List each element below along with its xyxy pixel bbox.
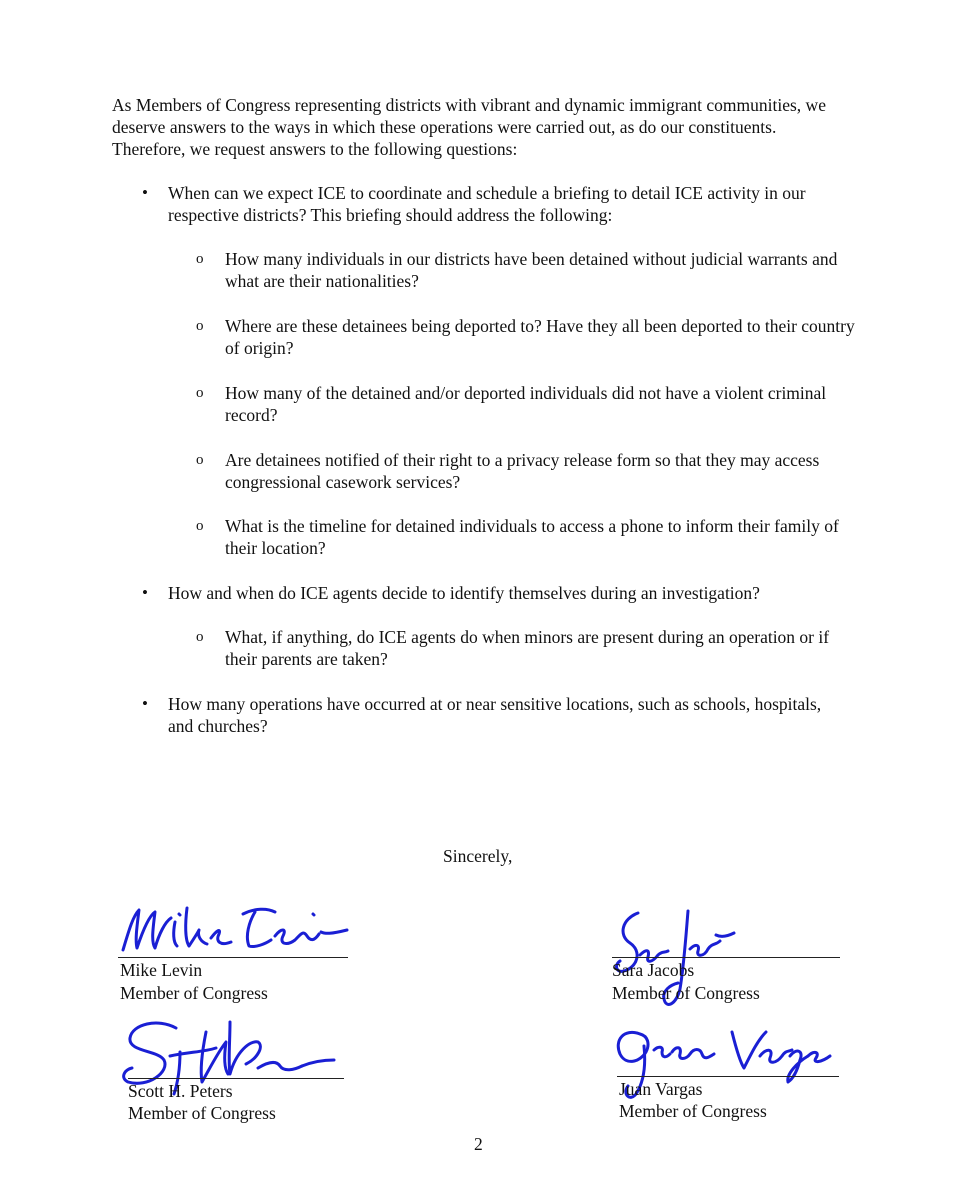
signatory-name: Mike Levin	[120, 960, 203, 980]
question-item	[142, 182, 848, 226]
sub-bullet-marker: o	[196, 251, 204, 267]
signatory-name: Juan Vargas	[619, 1079, 703, 1099]
question-text: When can we expect ICE to coordinate and schedule a briefing to detail ICE activity in our respective districts? This briefing should address the following:	[168, 183, 806, 225]
signatory-title: Member of Congress	[120, 983, 268, 1003]
question-item	[142, 582, 848, 604]
intro-paragraph: As Members of Congress representing districts with vibrant and dynamic immigrant communities, we deserve answers to the ways in which these operations were carried out, as do our constituents. Therefore, we request answers to the following questions:	[112, 95, 826, 159]
sub-question-text: Where are these detainees being deported to? Have they all been deported to their country of origin?	[225, 316, 855, 358]
sub-question-text: What is the timeline for detained individuals to access a phone to inform their family of their location?	[225, 516, 839, 558]
signatory-name: Sara Jacobs	[612, 960, 695, 980]
question-item	[142, 693, 848, 737]
sub-question-text: Are detainees notified of their right to a privacy release form so that they may access congressional casework services?	[225, 450, 820, 492]
sub-question-item	[196, 626, 855, 670]
signatory-name: Scott H. Peters	[128, 1081, 233, 1101]
signatory-title: Member of Congress	[619, 1101, 767, 1121]
sub-question-text: How many individuals in our districts have been detained without judicial warrants and what are their nationalities?	[225, 249, 838, 291]
sub-bullet-marker: o	[196, 518, 204, 534]
sub-bullet-marker: o	[196, 452, 204, 468]
sub-question-text: What, if anything, do ICE agents do when minors are present during an operation or if their parents are taken?	[225, 627, 830, 669]
sub-bullet-marker: o	[196, 385, 204, 401]
sub-question-item	[196, 382, 855, 426]
signature-line	[118, 957, 348, 958]
signatory-title: Member of Congress	[612, 983, 760, 1003]
closing-salutation: Sincerely,	[443, 846, 513, 866]
signature-line	[617, 1076, 839, 1077]
sub-question-item	[196, 248, 855, 292]
sub-question-item	[196, 449, 855, 493]
question-text: How and when do ICE agents decide to identify themselves during an investigation?	[168, 583, 760, 603]
bullet-marker: •	[142, 183, 148, 202]
sub-question-item	[196, 515, 855, 559]
sub-bullet-marker: o	[196, 629, 204, 645]
page-number: 2	[474, 1134, 483, 1154]
signatory-title: Member of Congress	[128, 1103, 276, 1123]
handwritten-signature-levin	[115, 900, 355, 960]
sub-question-item	[196, 315, 855, 359]
signature-line	[612, 957, 840, 958]
bullet-marker: •	[142, 694, 148, 713]
signature-line	[128, 1078, 344, 1079]
sub-question-text: How many of the detained and/or deported individuals did not have a violent criminal record?	[225, 383, 827, 425]
question-text: How many operations have occurred at or near sensitive locations, such as schools, hospitals, and churches?	[168, 694, 822, 736]
bullet-marker: •	[142, 583, 148, 602]
sub-bullet-marker: o	[196, 318, 204, 334]
